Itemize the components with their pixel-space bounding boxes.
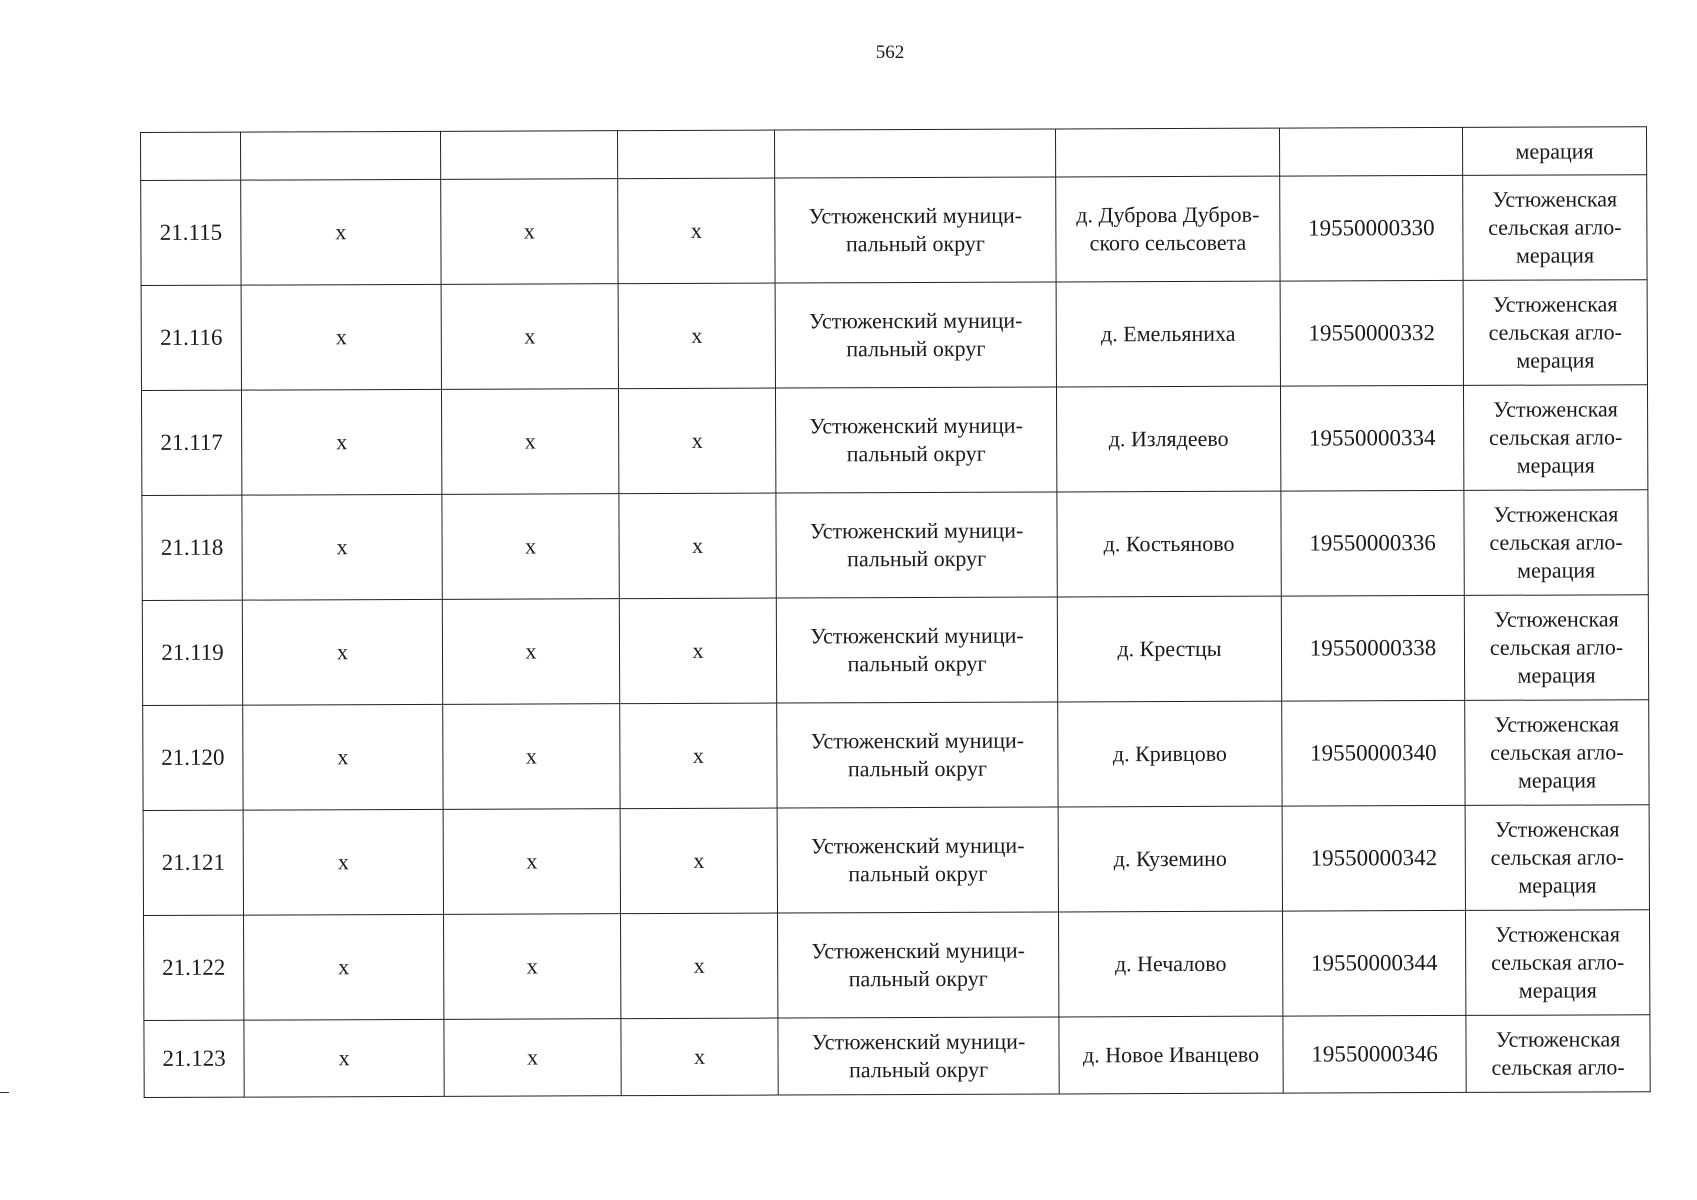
mark-cell: x [442,494,619,600]
agglomeration-cell-line: сельская агло- [1489,529,1623,555]
settlement-cell-line: д. Емельяниха [1100,320,1236,347]
mark-cell: x [443,704,620,810]
agglomeration-cell-line: Устюженская [1493,501,1619,527]
settlement-cell [1058,701,1282,807]
agglomeration-cell-line: сельская агло- [1488,319,1622,345]
mark-cell: x [618,388,775,494]
page-number: 562 [875,42,905,63]
agglomeration-cell [1464,490,1648,596]
scan-mark [0,1092,9,1093]
district-cell [777,702,1058,808]
district-cell [778,1017,1059,1095]
agglomeration-cell [1465,700,1649,806]
table-row [143,700,1649,811]
district-cell [776,492,1057,598]
mark-cell: x [243,809,443,915]
agglomeration-cell-line: Устюженская [1494,711,1620,737]
mark-cell: x [618,283,775,389]
settlement-cell [1056,386,1280,492]
agglomeration-cell-line: мерация [1518,977,1597,1003]
empty-cell [1055,128,1279,177]
district-cell [775,177,1056,283]
district-cell-line: пальный округ [846,335,986,362]
settlement-cell-line: д. Дуброва Дубров- [1076,201,1260,228]
settlements-table [140,126,1651,1098]
oktmo-code-cell: 19550000336 [1281,490,1464,596]
agglomeration-cell-line: Устюженская [1493,396,1618,422]
row-number-cell: 21.117 [141,390,241,495]
settlement-cell-line: д. Новое Иванцево [1082,1041,1260,1068]
agglomeration-cell-line: сельская агло- [1488,424,1623,450]
agglomeration-cell-line: мерация [1515,242,1595,268]
agglomeration-cell-line: Устюженская [1495,921,1620,947]
row-number-cell: 21.121 [143,810,243,915]
agglomeration-cell-line: Устюженская [1492,291,1618,317]
mark-cell: x [620,808,777,914]
settlement-cell-line: д. Крестцы [1117,635,1222,662]
table-row [141,385,1647,496]
row-number-cell: 21.118 [142,495,242,600]
agglomeration-cell-line: мерация [1517,767,1597,793]
settlement-cell [1057,596,1281,702]
agglomeration-cell [1463,385,1647,491]
oktmo-code-cell: 19550000330 [1280,175,1463,281]
table-row [143,805,1649,916]
district-cell-line: Устюженский муници- [810,832,1025,859]
agglomeration-cell [1463,175,1647,281]
row-number-cell: 21.122 [144,915,244,1020]
empty-cell [617,130,774,179]
mark-cell: x [444,1019,621,1097]
agglomeration-cell [1466,1015,1650,1093]
district-cell-line: Устюженский муници- [809,412,1023,439]
agglomeration-tail-cell: мерация [1462,127,1646,176]
district-cell [778,912,1059,1018]
mark-cell: x [618,178,775,284]
agglomeration-cell [1465,910,1649,1016]
table-row [141,280,1647,391]
mark-cell: x [242,599,442,705]
agglomeration-cell-line: Устюженская [1495,1026,1621,1052]
agglomeration-cell-line: Устюженская [1494,606,1619,632]
settlement-cell [1057,491,1281,597]
agglomeration-cell-line: мерация [1516,347,1595,373]
agglomeration-cell-line: мерация [1517,662,1596,688]
mark-cell: x [620,703,777,809]
row-number-cell: 21.115 [141,180,241,285]
settlement-cell-line: ского сельсовета [1089,229,1247,256]
district-cell-line: Устюженский муници- [809,517,1024,544]
agglomeration-cell-line: Устюженская [1494,816,1620,842]
mark-cell: x [442,599,619,705]
agglomeration-cell [1465,805,1649,911]
mark-cell: x [441,179,618,285]
oktmo-code-cell: 19550000342 [1282,805,1465,911]
row-number-cell: 21.120 [143,705,243,810]
empty-cell [1279,127,1462,176]
mark-cell: x [243,704,443,810]
mark-cell: x [241,389,441,495]
oktmo-code-cell: 19550000346 [1283,1015,1466,1093]
agglomeration-cell [1464,595,1648,701]
mark-cell: x [619,493,776,599]
agglomeration-cell [1463,280,1647,386]
settlements-table-wrapper [140,126,1651,1098]
row-number-cell: 21.119 [142,600,242,705]
district-cell [777,807,1058,913]
settlement-cell [1056,176,1280,282]
row-number-cell: 21.123 [144,1020,244,1097]
table-row [142,595,1648,706]
district-cell-line: пальный округ [847,755,987,782]
continuation-header-row [141,127,1647,181]
district-cell [775,282,1056,388]
mark-cell: x [621,1018,778,1096]
district-cell-line: Устюженский муници- [811,937,1025,964]
mark-cell: x [244,914,444,1020]
agglomeration-cell-line: Устюженская [1492,186,1618,212]
agglomeration-cell-line: мерация [1518,872,1597,898]
mark-cell: x [621,913,778,1019]
mark-cell: x [441,284,618,390]
mark-cell: x [444,914,621,1020]
district-cell-line: пальный округ [846,440,986,467]
mark-cell: x [241,179,441,285]
district-cell [775,387,1056,493]
mark-cell: x [441,389,618,495]
district-cell-line: Устюженский муници- [810,622,1024,649]
district-cell-line: пальный округ [847,545,987,572]
district-cell [776,597,1057,703]
agglomeration-cell-line: сельская агло- [1490,844,1624,870]
oktmo-code-cell: 19550000332 [1280,280,1463,386]
empty-cell [440,131,617,180]
district-cell-line: пальный округ [847,650,987,677]
mark-cell: x [443,809,620,915]
agglomeration-cell-line: сельская агло- [1490,739,1624,765]
mark-cell: x [244,1019,444,1097]
district-cell-line: Устюженский муници- [808,307,1023,334]
oktmo-code-cell: 19550000340 [1282,700,1465,806]
settlement-cell [1056,281,1280,387]
empty-cell [774,129,1055,178]
district-cell-line: Устюженский муници- [808,202,1023,229]
district-cell-line: Устюженский муници- [810,727,1025,754]
mark-cell: x [242,494,442,600]
settlement-cell-line: д. Кривцово [1112,740,1227,767]
settlement-cell-line: д. Нечалово [1114,950,1227,977]
oktmo-code-cell: 19550000338 [1281,595,1464,701]
settlement-cell-line: д. Излядеево [1108,425,1229,452]
settlement-cell [1058,806,1282,912]
district-cell-line: пальный округ [845,230,985,257]
oktmo-code-cell: 19550000344 [1283,910,1466,1016]
table-row [144,910,1650,1021]
district-cell-line: Устюженский муници- [811,1028,1026,1055]
agglomeration-cell-line: сельская агло- [1490,949,1625,975]
agglomeration-cell-line: сельская агло- [1491,1054,1625,1080]
mark-cell: x [619,598,776,704]
agglomeration-cell-line: мерация [1516,452,1595,478]
empty-cell [241,131,441,180]
agglomeration-cell-line: мерация [1517,557,1596,583]
agglomeration-cell-line: сельская агло- [1488,214,1622,240]
row-number-cell: 21.116 [141,285,241,390]
mark-cell: x [241,284,441,390]
settlement-cell [1059,1016,1283,1094]
settlement-cell-line: д. Куземино [1113,845,1227,872]
district-cell-line: пальный округ [848,860,988,887]
table-row [141,175,1647,286]
oktmo-code-cell: 19550000334 [1280,385,1463,491]
agglomeration-cell-line: сельская агло- [1489,634,1624,660]
empty-cell [141,132,241,180]
district-cell-line: пальный округ [849,1056,989,1083]
table-row [144,1015,1650,1098]
district-cell-line: пальный округ [848,965,988,992]
settlement-cell [1059,911,1283,1017]
table-row [142,490,1648,601]
settlement-cell-line: д. Костьяново [1103,530,1235,557]
